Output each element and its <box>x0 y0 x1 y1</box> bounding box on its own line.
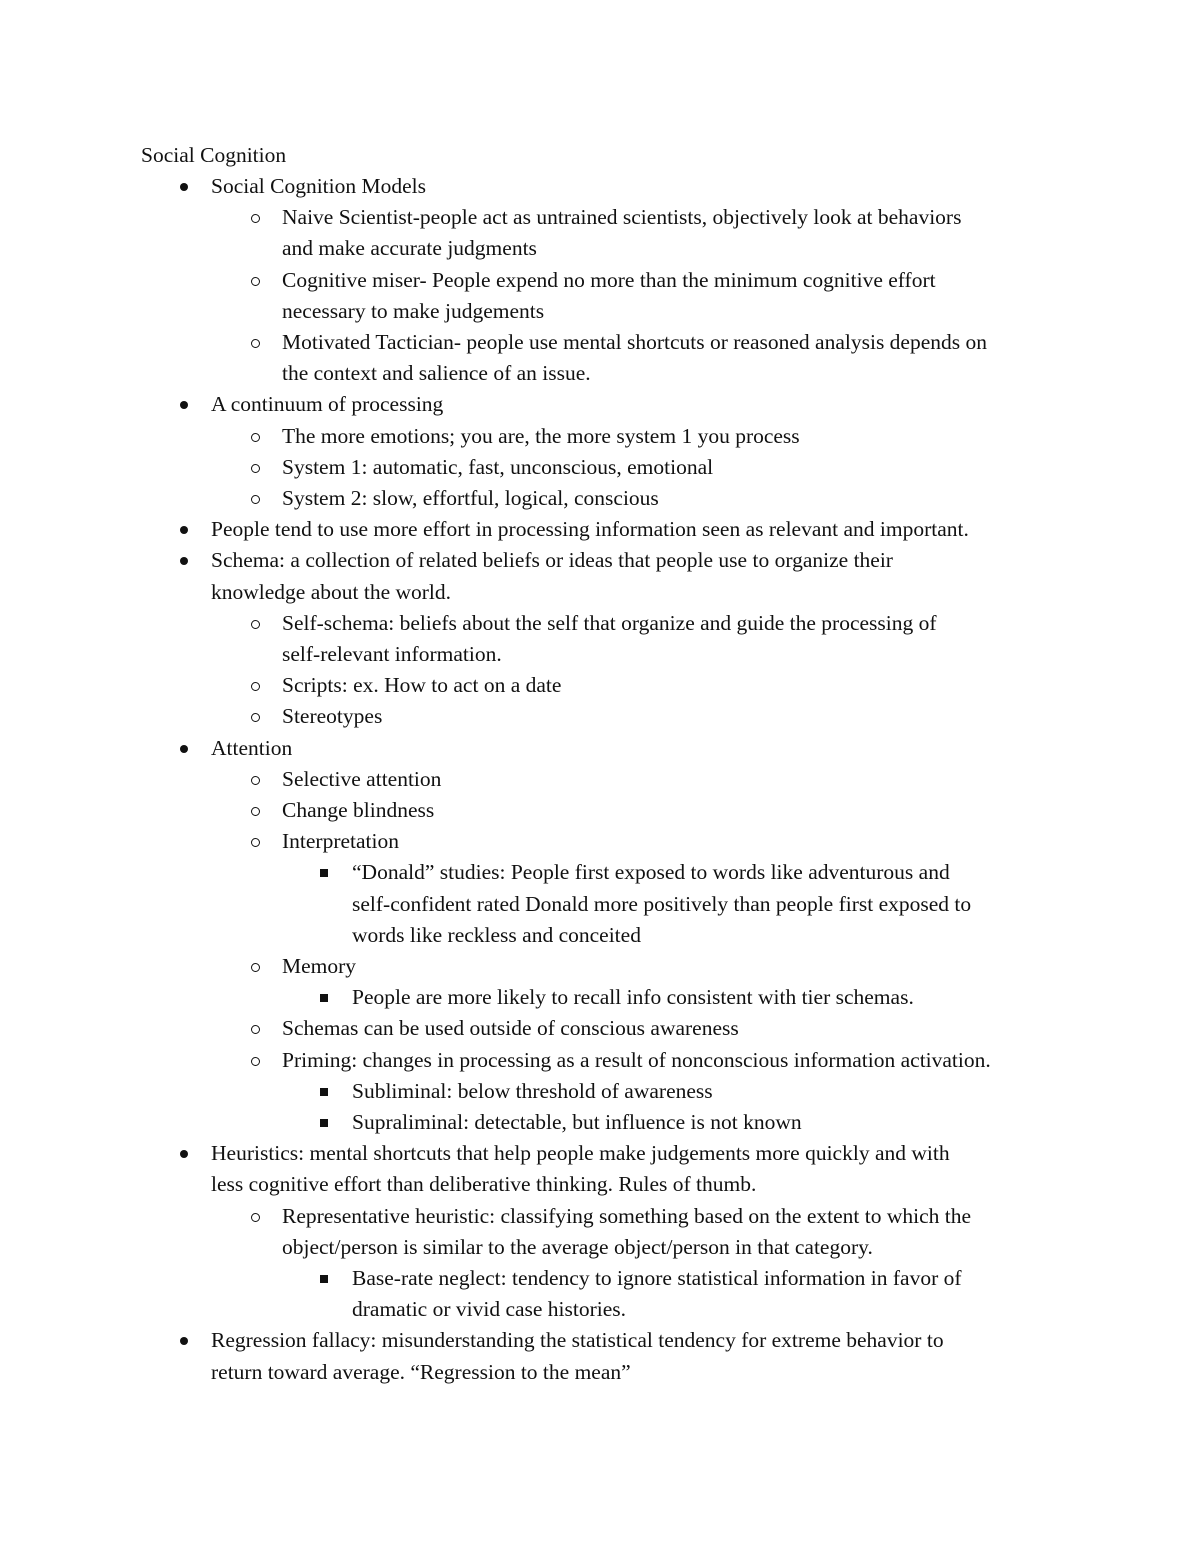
list-item-text: words like reckless and conceited <box>352 922 641 947</box>
bullet-circle-icon <box>251 464 260 473</box>
list-item-text: return toward average. “Regression to the mean” <box>211 1359 631 1384</box>
list-item-text: System 1: automatic, fast, unconscious, emotional <box>282 454 714 479</box>
bullet-square-icon <box>320 994 328 1002</box>
bullet-disc-icon <box>180 557 188 565</box>
bullet-circle-icon <box>251 277 260 286</box>
bullet-circle-icon <box>251 807 260 816</box>
list-item-text: Priming: changes in processing as a result of nonconscious information activation. <box>282 1047 991 1072</box>
document-title: Social Cognition <box>141 143 287 167</box>
list-item-text: Selective attention <box>282 766 442 791</box>
bullet-square-icon <box>320 1088 328 1096</box>
bullet-disc-icon <box>180 745 188 753</box>
bullet-square-icon <box>320 1275 328 1283</box>
list-item-text: less cognitive effort than deliberative thinking. Rules of thumb. <box>211 1172 757 1197</box>
list-item-text: Subliminal: below threshold of awareness <box>352 1078 713 1103</box>
list-item-text: Self-schema: beliefs about the self that organize and guide the processing of <box>282 610 937 635</box>
bullet-circle-icon <box>251 214 260 223</box>
list-item-text: and make accurate judgments <box>282 236 537 261</box>
bullet-circle-icon <box>251 1057 260 1066</box>
list-item-text: self-relevant information. <box>282 642 502 666</box>
list-item-text: People are more likely to recall info consistent with tier schemas. <box>352 985 914 1010</box>
list-item-text: Representative heuristic: classifying something based on the extent to which the <box>282 1203 972 1228</box>
bullet-disc-icon <box>180 1150 188 1158</box>
bullet-circle-icon <box>251 963 260 972</box>
bullet-circle-icon <box>251 1213 260 1222</box>
bullet-circle-icon <box>251 1025 260 1034</box>
list-item-text: A continuum of processing <box>211 392 444 417</box>
bullet-circle-icon <box>251 713 260 722</box>
list-item-text: Cognitive miser- People expend no more than the minimum cognitive effort <box>282 267 936 292</box>
list-item-text: System 2: slow, effortful, logical, conscious <box>282 486 659 510</box>
list-item-text: Regression fallacy: misunderstanding the statistical tendency for extreme behavior to <box>211 1328 944 1353</box>
list-item-text: the context and salience of an issue. <box>282 361 591 386</box>
bullet-circle-icon <box>251 838 260 847</box>
list-item-text: Scripts: ex. How to act on a date <box>282 673 562 698</box>
list-item-text: Social Cognition Models <box>211 174 426 198</box>
list-item-text: object/person is similar to the average object/person in that category. <box>282 1234 873 1259</box>
list-item-text: Heuristics: mental shortcuts that help people make judgements more quickly and with <box>211 1141 950 1166</box>
list-item-text: knowledge about the world. <box>211 579 452 604</box>
list-item-text: Schemas can be used outside of conscious awareness <box>282 1016 739 1041</box>
bullet-disc-icon <box>180 1337 188 1345</box>
list-item-text: necessary to make judgements <box>282 298 545 323</box>
list-item-text: Naive Scientist-people act as untrained scientists, objectively look at behaviors <box>282 205 962 230</box>
bullet-circle-icon <box>251 339 260 348</box>
list-item-text: Stereotypes <box>282 704 383 729</box>
list-item-text: People tend to use more effort in processing information seen as relevant and important. <box>211 517 969 542</box>
bullet-circle-icon <box>251 620 260 629</box>
bullet-square-icon <box>320 869 328 877</box>
bullet-circle-icon <box>251 682 260 691</box>
list-item-text: Supraliminal: detectable, but influence is not known <box>352 1110 802 1134</box>
list-item-text: Base-rate neglect: tendency to ignore statistical information in favor of <box>352 1266 962 1290</box>
list-item-text: Schema: a collection of related beliefs or ideas that people use to organize their <box>211 548 893 573</box>
bullet-circle-icon <box>251 433 260 442</box>
list-item-text: Memory <box>282 954 357 978</box>
bullet-circle-icon <box>251 776 260 785</box>
list-item-text: “Donald” studies: People first exposed to words like adventurous and <box>352 860 950 885</box>
list-item-text: Attention <box>211 735 293 760</box>
list-item-text: Change blindness <box>282 798 435 822</box>
list-item-text: Interpretation <box>282 829 400 854</box>
bullet-circle-icon <box>251 495 260 504</box>
bullet-disc-icon <box>180 401 188 409</box>
bullet-disc-icon <box>180 526 188 534</box>
list-item-text: dramatic or vivid case histories. <box>352 1297 627 1322</box>
list-item-text: Motivated Tactician- people use mental shortcuts or reasoned analysis depends on <box>282 330 988 354</box>
bullet-square-icon <box>320 1119 328 1127</box>
bullet-disc-icon <box>180 183 188 191</box>
list-item-text: The more emotions; you are, the more system 1 you process <box>282 423 800 448</box>
list-item-text: self-confident rated Donald more positively than people first exposed to <box>352 891 972 916</box>
